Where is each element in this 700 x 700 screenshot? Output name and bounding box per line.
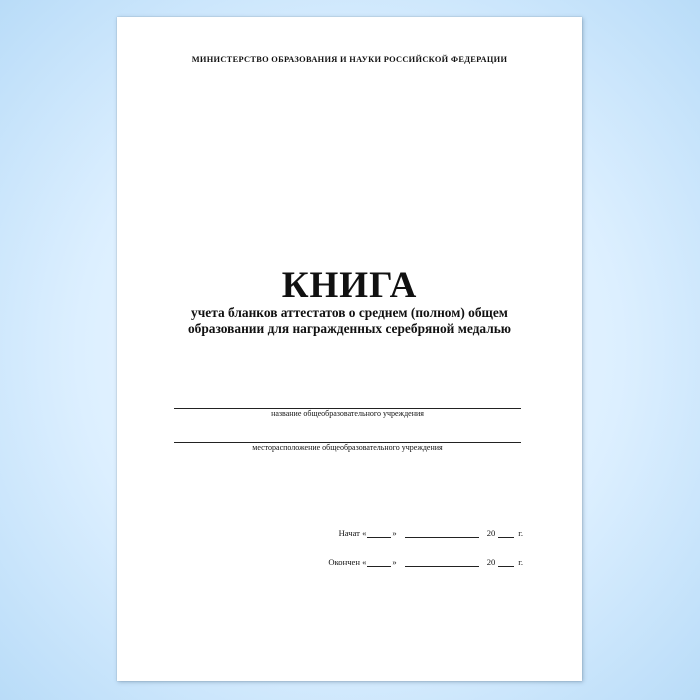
institution-location-caption: месторасположение общеобразовательного учреждения xyxy=(252,443,443,452)
ended-close-quote: » xyxy=(392,557,397,567)
ended-year-suffix: г. xyxy=(518,557,523,567)
subtitle-line-2: образовании для награжденных серебряной медалью xyxy=(187,321,512,336)
started-open-quote: « xyxy=(362,528,367,538)
started-day-blank xyxy=(367,528,391,538)
document-title: КНИГА xyxy=(281,265,418,306)
subtitle-line-1: учета бланков аттестатов о среднем (полном) общем xyxy=(191,305,508,320)
ministry-header: МИНИСТЕРСТВО ОБРАЗОВАНИЯ И НАУКИ РОССИЙСКОЙ ФЕДЕРАЦИИ xyxy=(191,55,508,64)
ended-label: Окончен xyxy=(328,557,360,567)
document-subtitle xyxy=(117,305,582,337)
started-year-prefix: 20 xyxy=(486,528,496,538)
ended-open-quote: « xyxy=(362,557,367,567)
ended-date-row xyxy=(328,557,523,567)
ended-day-blank xyxy=(367,557,391,567)
started-date-row xyxy=(339,528,523,538)
ended-year-prefix: 20 xyxy=(486,557,496,567)
document-sheet xyxy=(117,17,582,681)
started-month-blank xyxy=(405,528,479,538)
started-year-blank xyxy=(498,528,514,538)
started-label: Начат xyxy=(338,528,360,538)
ended-year-blank xyxy=(498,557,514,567)
started-close-quote: » xyxy=(392,528,397,538)
started-year-suffix: г. xyxy=(518,528,523,538)
institution-name-caption: название общеобразовательного учреждения xyxy=(271,409,424,418)
ended-month-blank xyxy=(405,557,479,567)
